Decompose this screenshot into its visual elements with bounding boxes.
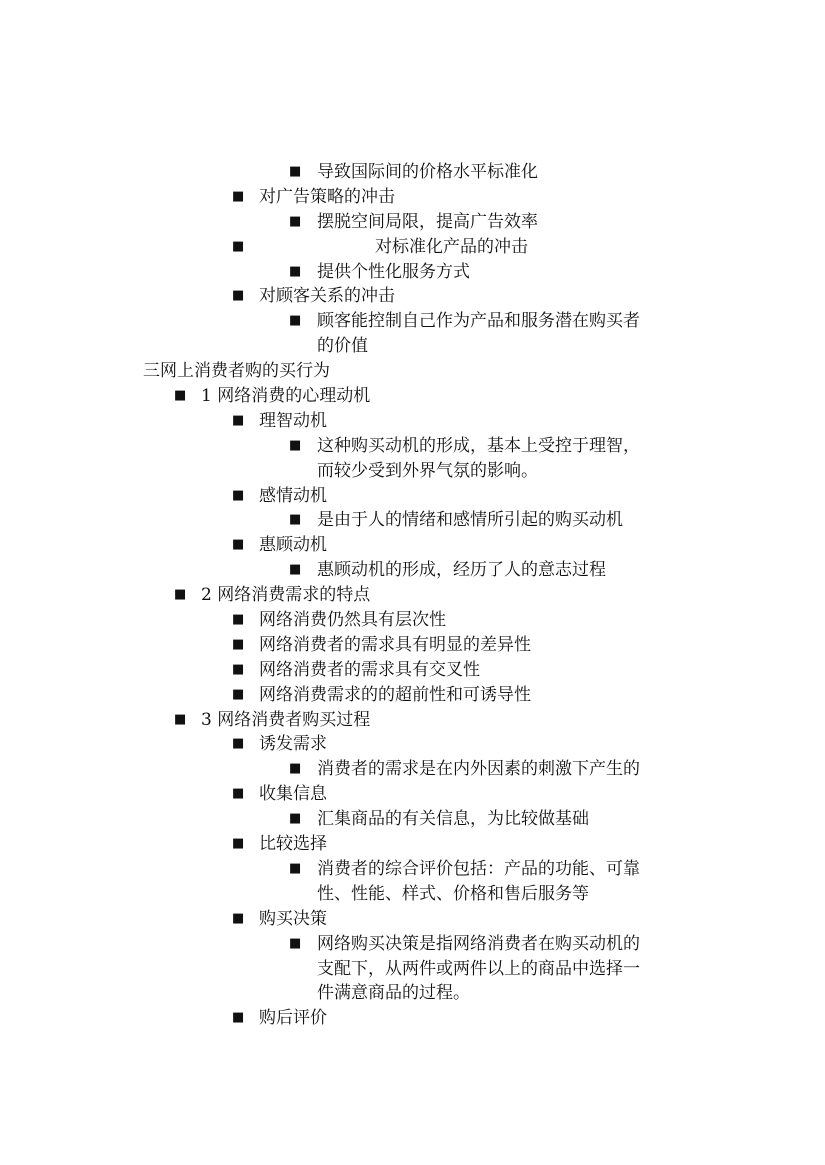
square-bullet-icon: ■ (289, 562, 302, 578)
outline-item (0, 732, 825, 757)
outline-item-text: 网络购买决策是指网络消费者在购买动机的 (317, 933, 640, 954)
outline-item (0, 907, 825, 932)
outline-item (0, 658, 825, 683)
square-bullet-icon: ■ (232, 537, 245, 553)
outline-item-text: 购买决策 (259, 908, 327, 929)
outline-item-text: 是由于人的情绪和感情所引起的购买动机 (317, 510, 623, 531)
square-bullet-icon: ■ (232, 1010, 245, 1026)
outline-item-text: 惠顾动机 (259, 535, 327, 556)
outline-item (0, 235, 825, 260)
outline-item-text: 对标准化产品的冲击 (375, 236, 528, 257)
outline-item (0, 782, 825, 807)
outline-item-text: 收集信息 (259, 784, 327, 805)
outline-item-text: 1 网络消费的心理动机 (201, 386, 371, 407)
square-bullet-icon: ■ (174, 587, 187, 603)
outline-item (0, 260, 825, 285)
square-bullet-icon: ■ (289, 164, 302, 179)
outline-item-text: 对顾客关系的冲击 (259, 286, 395, 307)
outline-item-text: 感情动机 (259, 485, 327, 506)
square-bullet-icon: ■ (289, 313, 302, 329)
outline-item (0, 459, 825, 484)
outline-item (0, 608, 825, 633)
square-bullet-icon: ■ (289, 860, 302, 876)
outline-item (0, 882, 825, 907)
square-bullet-icon: ■ (232, 288, 245, 304)
outline-item-text: 网络消费者的需求具有明显的差异性 (259, 634, 531, 655)
outline-item (0, 309, 825, 334)
outline-item-text: 消费者的综合评价包括：产品的功能、可靠 (317, 858, 640, 879)
outline-item-text: 这种购买动机的形成，基本上受控于理智， (317, 435, 640, 456)
outline-item (0, 957, 825, 982)
square-bullet-icon: ■ (232, 910, 245, 926)
outline-item-text: 导致国际间的价格水平标准化 (317, 162, 538, 182)
square-bullet-icon: ■ (232, 686, 245, 702)
outline-item-text: 汇集商品的有关信息，为比较做基础 (317, 809, 589, 830)
square-bullet-icon: ■ (174, 711, 187, 727)
square-bullet-icon: ■ (232, 188, 245, 204)
outline-item (0, 857, 825, 882)
square-bullet-icon: ■ (289, 213, 302, 229)
outline-item (0, 757, 825, 782)
outline-item (0, 210, 825, 235)
square-bullet-icon: ■ (289, 935, 302, 951)
outline-item (0, 932, 825, 957)
outline-item-text: 诱发需求 (259, 734, 327, 755)
outline-item-text: 对广告策略的冲击 (259, 186, 395, 207)
outline-item (0, 981, 825, 1006)
square-bullet-icon: ■ (289, 811, 302, 827)
outline-item (0, 558, 825, 583)
outline-item (0, 633, 825, 658)
outline-item (0, 807, 825, 832)
outline-item-text: 比较选择 (259, 834, 327, 855)
outline-item-text: 网络消费需求的的超前性和可诱导性 (259, 684, 531, 705)
square-bullet-icon: ■ (232, 487, 245, 503)
outline-item-continuation: 的价值 (317, 336, 368, 357)
outline-item-text: 惠顾动机的形成，经历了人的意志过程 (317, 560, 606, 581)
outline-item-text: 提供个性化服务方式 (317, 261, 470, 282)
outline-item (0, 484, 825, 509)
square-bullet-icon: ■ (289, 512, 302, 528)
outline-item (0, 284, 825, 309)
outline-item-text: 3 网络消费者购买过程 (201, 709, 371, 730)
outline-item (0, 533, 825, 558)
square-bullet-icon: ■ (232, 836, 245, 852)
square-bullet-icon: ■ (232, 238, 245, 254)
outline-item (0, 683, 825, 708)
outline-item (0, 160, 825, 185)
outline-item-text: 购后评价 (259, 1008, 327, 1029)
outline-list (0, 160, 825, 1031)
square-bullet-icon: ■ (232, 612, 245, 628)
outline-item-text: 顾客能控制自己作为产品和服务潜在购买者 (317, 311, 640, 332)
section-heading (0, 359, 825, 384)
outline-item-text: 网络消费者的需求具有交叉性 (259, 659, 480, 680)
outline-item (0, 832, 825, 857)
square-bullet-icon: ■ (232, 661, 245, 677)
outline-item (0, 334, 825, 359)
outline-item-text: 2 网络消费需求的特点 (201, 585, 371, 606)
outline-item-continuation: 件满意商品的过程。 (317, 983, 470, 1004)
outline-item (0, 583, 825, 608)
outline-item (0, 708, 825, 733)
outline-item-text: 消费者的需求是在内外因素的刺激下产生的 (317, 759, 640, 780)
outline-item (0, 409, 825, 434)
square-bullet-icon: ■ (289, 761, 302, 777)
square-bullet-icon: ■ (289, 437, 302, 453)
square-bullet-icon: ■ (289, 263, 302, 279)
outline-item-continuation: 性、性能、样式、价格和售后服务等 (317, 883, 589, 904)
outline-item-continuation: 而较少受到外界气氛的影响。 (317, 460, 538, 481)
outline-item (0, 185, 825, 210)
outline-item-text: 网络消费仍然具有层次性 (259, 610, 446, 631)
square-bullet-icon: ■ (232, 736, 245, 752)
outline-item-text: 三网上消费者购的买行为 (143, 361, 330, 382)
outline-item (0, 434, 825, 459)
outline-item (0, 1006, 825, 1031)
outline-item-text: 摆脱空间局限，提高广告效率 (317, 211, 538, 232)
outline-item (0, 384, 825, 409)
square-bullet-icon: ■ (232, 412, 245, 428)
square-bullet-icon: ■ (174, 388, 187, 404)
outline-item-text: 理智动机 (259, 410, 327, 431)
square-bullet-icon: ■ (232, 786, 245, 802)
outline-item (0, 508, 825, 533)
outline-item-continuation: 支配下，从两件或两件以上的商品中选择一 (317, 958, 640, 979)
square-bullet-icon: ■ (232, 636, 245, 652)
